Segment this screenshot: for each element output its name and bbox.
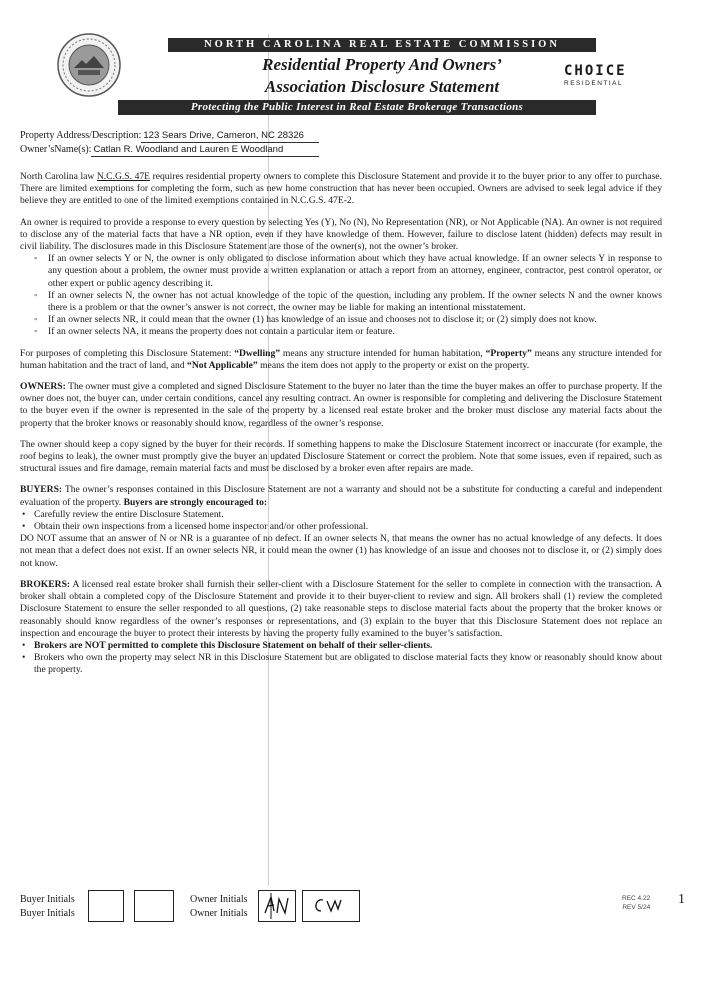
list-item: • Carefully review the entire Disclosure Statement. (20, 509, 662, 521)
owners-heading: OWNERS: (20, 381, 66, 393)
owner-names-value: Catlan R. Woodland and Lauren E Woodland (91, 143, 319, 157)
list-item: ◦ If an owner selects NR, it could mean that the owner (1) has knowledge of an issue and chooses not to disclose it; or (2) simply does not know. (20, 314, 662, 326)
owners-paragraph: OWNERS: The owner must give a completed and signed Disclosure Statement to the buyer no later than the time the buyer makes an offer to purchase property. If the owner does not, the buyer can, under certain conditions, cancel any resulting contract. An owner is responsible for completing and delivering the Disclosure Statement to the buyer even if the owner is represented in the sale of the property by a licensed real estate broker and the broker must disclose any material facts about the property that the broker knows or reasonably should know, regardless of the owner’s response. (20, 381, 662, 429)
copy-paragraph: The owner should keep a copy signed by the buyer for their records. If something happens to make the Disclosure Statement incorrect or inaccurate (for example, the roof begins to leak), the owner must promptly give the buyer an updated Disclosure Statement or correct the problem. Note that some issues, even if repaired, such as structural issues and fire damage, remain material facts and must be disclosed by a broker even after repairs are made. (20, 438, 662, 475)
do-not-assume-paragraph: DO NOT assume that an answer of N or NR is a guarantee of no defect. If an owner selects N, that means the owner has no actual knowledge of any defects. It does not mean that a defect does not exist. If an owner selects NR, it could mean the owner (1) has knowledge of an issue and chooses not to disclose it, or (2) simply does not know. (20, 533, 662, 569)
buyer-initials-label-2: Buyer Initials (20, 908, 75, 919)
list-item: ◦ If an owner selects N, the owner has not actual knowledge of the topic of the question, including any problem. If the owner selects N and the owner knows there is a problem or that the owner’s answer is not correct, the owner may be liable for making an intentional misstatement. (20, 290, 662, 314)
list-item: ◦ If an owner selects NA, it means the property does not contain a particular item or feature. (20, 326, 662, 338)
broker-rules-list (20, 640, 662, 677)
response-options-list (20, 253, 662, 338)
list-item: • Brokers are NOT permitted to complete this Disclosure Statement on behalf of their seller-clients. (20, 640, 662, 652)
title-line-2: Association Disclosure Statement (264, 77, 500, 96)
list-item: ◦ If an owner selects Y or N, the owner is only obligated to disclose information about which they have actual knowledge. If an owner selects Y in response to any question about a problem, the owner must provide a written explanation or attach a report from an attorney, engineer, contractor, pest control operator, or other expert or public agency describing it. (20, 253, 662, 290)
owner-initials-label-2: Owner Initials (190, 908, 248, 919)
buyers-paragraph: BUYERS: The owner’s responses contained in this Disclosure Statement are not a warranty and should not be a substitute for conducting a careful and independent evaluation of the property. Buyers are strongly encouraged to: (20, 484, 662, 508)
property-address-value: 123 Sears Drive, Cameron, NC 28326 (141, 129, 319, 143)
brand-subtitle: RESIDENTIAL (564, 80, 624, 87)
form-revision (622, 894, 650, 912)
owner-names-label: Owner’sName(s): (20, 144, 92, 155)
statute-link[interactable]: N.C.G.S. 47E (96, 171, 151, 182)
owner-initials-signature-2 (303, 891, 359, 921)
tagline-banner: Protecting the Public Interest in Real Estate Brokerage Transactions (118, 100, 596, 115)
buyers-heading: BUYERS: (20, 484, 63, 496)
definitions-paragraph: For purposes of completing this Disclosure Statement: “Dwelling” means any structure intended for human habitation, “Property” means any structure intended for human habitation and the tract of land, and “Not Applicable” means the item does not apply to the property or exist on the property. (20, 347, 662, 371)
list-item: • Brokers who own the property may select NR in this Disclosure Statement but are obligated to disclose material facts they know or reasonably should know about the property. (20, 652, 662, 676)
title-line-1: Residential Property And Owners’ (262, 55, 502, 74)
owner-initials-box-2[interactable] (302, 890, 360, 922)
owner-initials-signature-1 (259, 891, 295, 921)
form-number: REC 4.22 (622, 895, 651, 902)
disclosure-body (20, 171, 662, 677)
list-item: • Obtain their own inspections from a licensed home inspector and/or other professional. (20, 521, 662, 533)
buyer-initials-box-1[interactable] (88, 890, 124, 922)
commission-seal-icon (56, 32, 122, 98)
form-revision-date: REV 5/24 (622, 904, 651, 911)
brokers-heading: BROKERS: (20, 578, 71, 590)
brokers-paragraph: BROKERS: A licensed real estate broker shall furnish their seller-client with a Disclosure Statement for the seller to complete in connection with the transaction. A broker shall obtain a completed copy of the Disclosure Statement and provide it to their buyer-client to review and sign. All brokers shall (1) review the completed Disclosure Statement to ensure the seller responded to all questions, (2) take reasonable steps to disclose material facts about the property that the broker knows or reasonably should know regardless of the owner’s responses or representations, and (3) explain to the buyer that this Disclosure Statement does not replace an inspection and encourage the buyer to protect their interests by having the property fully examined to the buyer’s satisfaction. (20, 578, 662, 639)
intro-paragraph: North Carolina law N.C.G.S. 47E requires residential property owners to complete this Disclosure Statement and provide it to the buyer prior to any offer to purchase. There are limited exemptions for completing the form, such as new home construction that has never been occupied. Owners are advised to seek legal advice if they believe they are entitled to one of the limited exemptions contained in N.C.G.S. 47E-2. (20, 171, 662, 207)
buyer-initials-label-1: Buyer Initials (20, 894, 75, 905)
owner-initials-box-1[interactable] (258, 890, 296, 922)
choice-residential-logo (564, 64, 646, 88)
property-fields (20, 129, 319, 157)
buyer-recommendations-list (20, 509, 662, 533)
initials-footer (20, 886, 692, 926)
page-number: 1 (678, 892, 685, 907)
required-paragraph: An owner is required to provide a response to every question by selecting Yes (Y), No (N), No Representation (NR), or Not Applicable (NA). An owner is not required to disclose any of the material facts that have a NR option, even if they have knowledge of them. However, failure to disclose latent (hidden) defects may result in civil liability. The disclosures made in this Disclosure Statement are those of the owner(s), not the owner’s broker. (20, 216, 662, 253)
buyer-initials-box-2[interactable] (134, 890, 174, 922)
commission-banner: NORTH CAROLINA REAL ESTATE COMMISSION (168, 38, 596, 52)
owner-initials-label-1: Owner Initials (190, 894, 248, 905)
owner-names-row (20, 143, 319, 157)
property-address-label: Property Address/Description: (20, 130, 142, 141)
property-address-row (20, 129, 319, 143)
brand-name: CHOICE (564, 63, 627, 79)
document-title (168, 54, 596, 98)
